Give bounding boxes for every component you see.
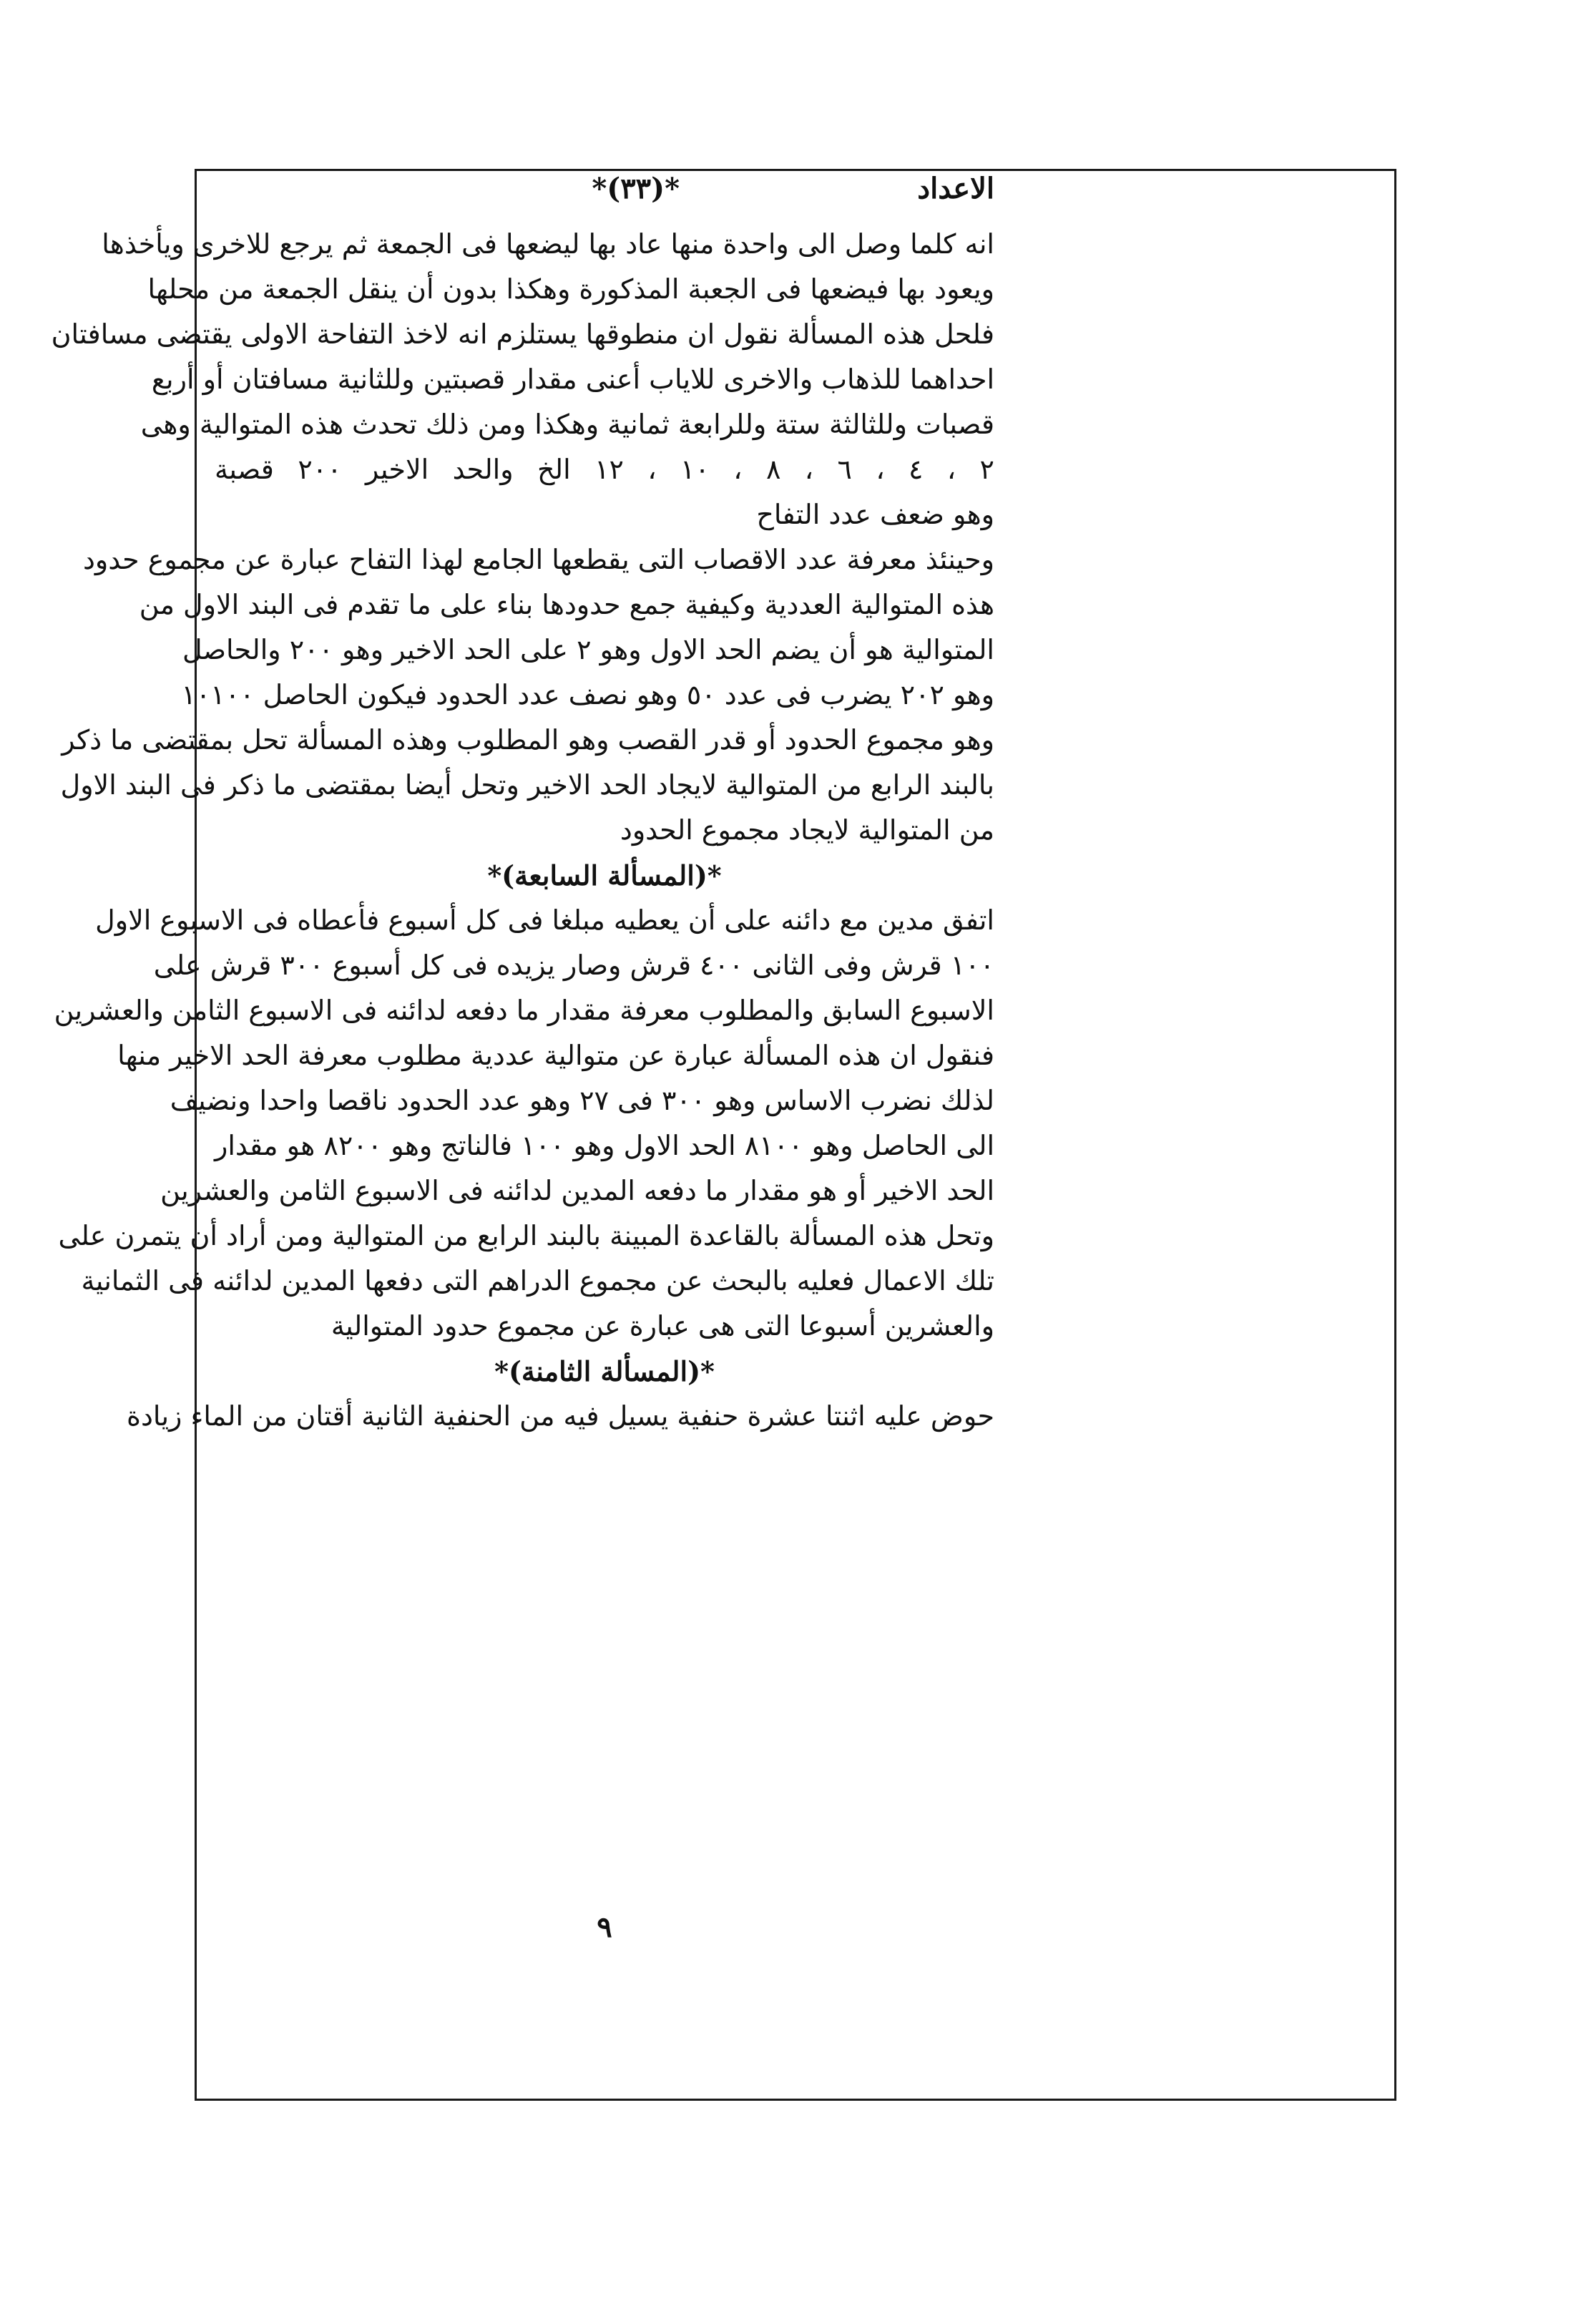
signature-mark: ٩ [597, 1910, 612, 1944]
text-line: لذلك نضرب الاساس وهو ٣٠٠ فى ٢٧ وهو عدد الحدود ناقصا واحدا ونضيف [170, 1085, 994, 1116]
text-line: هذه المتوالية العددية وكيفية جمع حدودها بناء على ما تقدم فى البند الاول من [139, 589, 994, 620]
text-line: انه كلما وصل الى واحدة منها عاد بها ليضعها فى الجمعة ثم يرجع للاخرى ويأخذها [102, 228, 994, 260]
text-line: الاسبوع السابق والمطلوب معرفة مقدار ما دفعه لدائنه فى الاسبوع الثامن والعشرين [54, 995, 994, 1026]
text-line: اتفق مدين مع دائنه على أن يعطيه مبلغا فى كل أسبوع فأعطاه فى الاسبوع الاول [95, 904, 994, 936]
text-line: والعشرين أسبوعا التى هى عبارة عن مجموع حدود المتوالية [331, 1310, 994, 1342]
page-text [51, 172, 995, 1944]
text-line: حوض عليه اثنتا عشرة حنفية يسيل فيه من الحنفية الثانية أقتان من الماء زيادة [127, 1400, 994, 1432]
text-line: وهو مجموع الحدود أو قدر القصب وهو المطلوب وهذه المسألة تحل بمقتضى ما ذكر [62, 724, 994, 756]
text-line: وهو ٢٠٢ يضرب فى عدد ٥٠ وهو نصف عدد الحدود فيكون الحاصل ١٠١٠٠ [181, 679, 994, 711]
text-line: تلك الاعمال فعليه بالبحث عن مجموع الدراهم التى دفعها المدين لدائنه فى الثمانية [81, 1265, 994, 1297]
text-line: احداهما للذهاب والاخرى للاياب أعنى مقدار قصبتين وللثانية مسافتان أو أربع [151, 363, 994, 395]
running-title: الاعداد [917, 172, 994, 205]
text-line: الحد الاخير أو هو مقدار ما دفعه المدين لدائنه فى الاسبوع الثامن والعشرين [160, 1175, 994, 1206]
text-line: بالبند الرابع من المتوالية لايجاد الحد الاخير وتحل أيضا بمقتضى ما ذكر فى البند الاول [60, 769, 994, 801]
text-line: المتوالية هو أن يضم الحد الاول وهو ٢ على الحد الاخير وهو ٢٠٠ والحاصل [182, 634, 994, 665]
section-heading-seventh: *(المسألة السابعة)* [487, 859, 722, 892]
text-line: الى الحاصل وهو ٨١٠٠ الحد الاول وهو ١٠٠ فالناتج وهو ٨٢٠٠ هو مقدار [215, 1130, 995, 1161]
page-header [215, 172, 994, 222]
text-line: وحينئذ معرفة عدد الاقصاب التى يقطعها الجامع لهذا التفاح عبارة عن مجموع حدود [82, 544, 994, 575]
text-line: ويعود بها فيضعها فى الجعبة المذكورة وهكذا بدون أن ينقل الجمعة من محلها [147, 273, 994, 305]
text-line: ١٠٠ قرش وفى الثانى ٤٠٠ قرش وصار يزيده فى كل أسبوع ٣٠٠ قرش على [153, 949, 994, 981]
section-heading-eighth: *(المسألة الثامنة)* [494, 1355, 715, 1387]
text-line: ٢ ، ٤ ، ٦ ، ٨ ، ١٠ ، ١٢ الخ والحد الاخير ٢٠٠ قصبة [215, 454, 994, 485]
page-number: *(٣٣)* [592, 172, 680, 205]
text-line: وهو ضعف عدد التفاح [756, 499, 994, 530]
text-line: فلحل هذه المسألة نقول ان منطوقها يستلزم انه لاخذ التفاحة الاولى يقتضى مسافتان [51, 318, 994, 350]
text-line: قصبات وللثالثة ستة وللرابعة ثمانية وهكذا ومن ذلك تحدث هذه المتوالية وهى [140, 409, 994, 440]
text-line: فنقول ان هذه المسألة عبارة عن متوالية عددية مطلوب معرفة الحد الاخير منها [117, 1040, 994, 1071]
text-line: وتحل هذه المسألة بالقاعدة المبينة بالبند الرابع من المتوالية ومن أراد أن يتمرن على [58, 1220, 994, 1251]
text-line: من المتوالية لايجاد مجموع الحدود [620, 814, 994, 846]
